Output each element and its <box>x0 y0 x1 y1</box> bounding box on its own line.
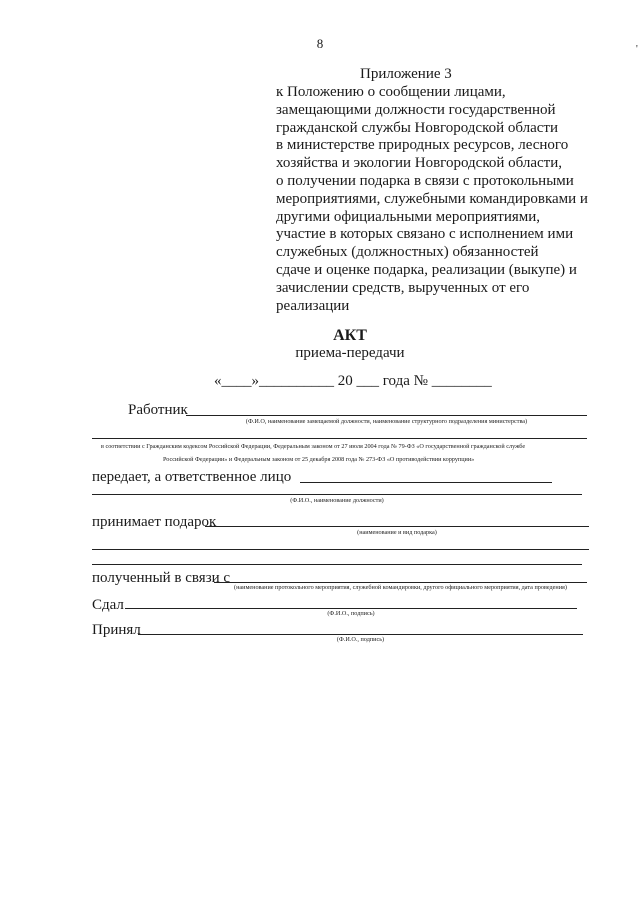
gift-field-line <box>205 526 589 527</box>
accepted-field-line <box>138 634 583 635</box>
transfers-label: передает, а ответственное лицо <box>92 469 292 485</box>
responsible-field-line <box>300 482 552 483</box>
worker-caption: (Ф.И.О, наименование замещаемой должности, наименование структурного подразделения министерства) <box>245 418 528 425</box>
annex-line: зачислении средств, вырученных от его <box>276 279 530 296</box>
annex-line: мероприятиями, служебными командировками и <box>276 190 588 207</box>
handed-field-line <box>125 608 577 609</box>
annex-line: замещающими должности государственной <box>276 101 556 118</box>
annex-text <box>276 84 616 315</box>
annex-line: гражданской службы Новгородской области <box>276 119 559 136</box>
act-date-number-line: «____»__________ 20 ___ года № ________ <box>214 373 492 389</box>
annex-line: служебных (должностных) обязанностей <box>276 244 539 261</box>
responsible-field-line-2 <box>92 494 582 495</box>
responsible-caption: (Ф.И.О., наименование должности) <box>290 497 384 504</box>
page-number: 8 <box>316 36 324 51</box>
accepted-label: Принял <box>92 622 141 638</box>
gift-caption: (наименование и вид подарка) <box>357 529 437 536</box>
legal-basis-line-1: в соответствии с Гражданским кодексом Российской Федерации, Федеральным законом от 27 июля 2004 года № 79-ФЗ «О государственной гражданской службе <box>101 443 526 450</box>
handed-caption: (Ф.И.О., подпись) <box>327 610 375 617</box>
annex-line: реализации <box>276 297 350 314</box>
annex-line: в министерстве природных ресурсов, лесного <box>276 137 569 154</box>
annex-line: о получении подарка в связи с протокольными <box>276 172 574 189</box>
event-caption: (наименование протокольного мероприятия, служебной командировки, другого официального мероприятия, дата проведения) <box>234 584 567 591</box>
accepted-caption: (Ф.И.О., подпись) <box>336 636 385 643</box>
received-label: полученный в связи с <box>92 570 231 586</box>
annex-line: участие в которых связано с исполнением ими <box>276 226 574 243</box>
worker-label: Работник <box>128 402 188 418</box>
edge-mark: ' <box>636 44 638 55</box>
accepts-label: принимает подарок <box>92 514 217 530</box>
annex-line: к Положению о сообщении лицами, <box>276 84 506 100</box>
act-subtitle: приема-передачи <box>295 345 405 361</box>
event-field-line <box>214 582 587 583</box>
gift-field-line-3 <box>92 564 582 565</box>
worker-field-line-2 <box>92 438 587 439</box>
gift-field-line-2 <box>92 549 589 550</box>
annex-line: другими официальными мероприятиями, <box>276 208 541 225</box>
legal-basis-line-2: Российской Федерации» и Федеральным законом от 25 декабря 2008 года № 273-ФЗ «О противодействии коррупции» <box>163 456 475 463</box>
worker-field-line <box>186 415 587 416</box>
annex-title: Приложение 3 <box>360 66 452 82</box>
annex-line: сдаче и оценке подарка, реализации (выкупе) и <box>276 261 577 278</box>
handed-label: Сдал <box>92 597 124 613</box>
annex-line: хозяйства и экологии Новгородской области, <box>276 155 563 172</box>
act-title: АКТ <box>333 327 367 344</box>
